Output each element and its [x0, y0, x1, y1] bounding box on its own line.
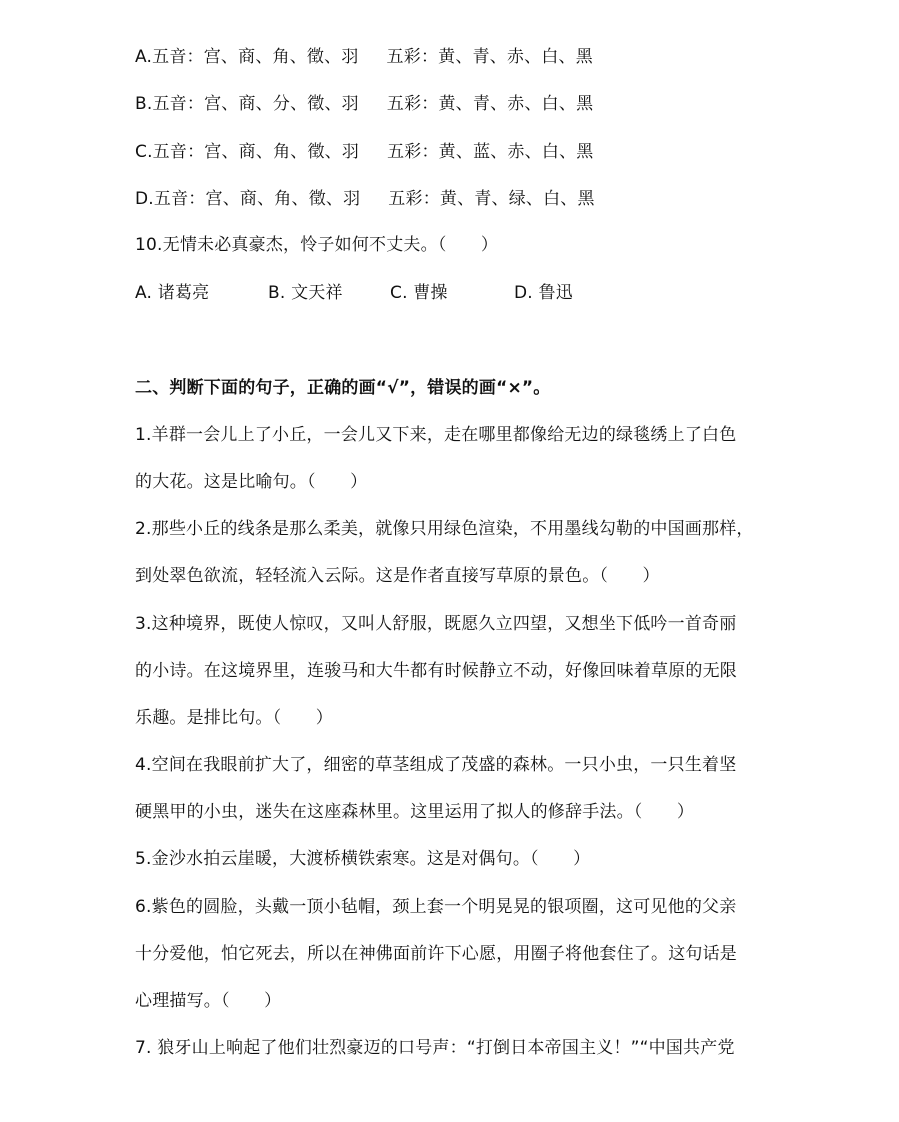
paragraph-line: 6.紫色的圆脸，头戴一顶小毡帽，颈上套一个明晃晃的银项圈，这可见他的父亲: [135, 897, 737, 917]
q10-option-a: A. 诸葛亮: [135, 283, 210, 303]
q9-option-b-colors: 五彩：黄、青、赤、白、黑: [386, 94, 594, 114]
paragraph-line: 十分爱他，怕它死去，所以在神佛面前许下心愿，用圈子将他套住了。这句话是: [135, 944, 737, 964]
q10-option-b: B. 文天祥: [268, 283, 343, 303]
paragraph-line: 到处翠色欲流，轻轻流入云际。这是作者直接写草原的景色。（ ）: [135, 566, 660, 586]
paragraph-line: 1.羊群一会儿上了小丘，一会儿又下来，走在哪里都像给无边的绿毯绣上了白色: [135, 425, 737, 445]
q9-option-c-colors: 五彩：黄、蓝、赤、白、黑: [387, 142, 594, 162]
q9-option-d: [135, 187, 595, 211]
q10-question: 10.无情未必真豪杰，怜子如何不丈夫。（ ）: [135, 235, 499, 255]
section-2-heading: 二、判断下面的句子，正确的画“√”，错误的画“×”。: [135, 378, 551, 398]
q9-option-a-tones: A.五音：宫、商、角、徵、羽: [135, 47, 359, 67]
q9-option-c-tones: C.五音：宫、商、角、徵、羽: [135, 142, 360, 162]
q10-option-c: C. 曹操: [390, 283, 448, 303]
q9-option-a: [135, 45, 593, 69]
paragraph-line: 5.金沙水拍云崖暖，大渡桥横铁索寒。这是对偶句。（ ）: [135, 849, 591, 869]
paragraph-line: 硬黑甲的小虫，迷失在这座森林里。这里运用了拟人的修辞手法。（ ）: [135, 802, 695, 822]
q9-option-d-tones: D.五音：宫、商、角、徵、羽: [135, 189, 361, 209]
paragraph-line: 心理描写。（ ）: [135, 991, 282, 1011]
paragraph-line: 的大花。这是比喻句。（ ）: [135, 472, 368, 492]
paragraph-line: 3.这种境界，既使人惊叹，又叫人舒服，既愿久立四望，又想坐下低吟一首奇丽: [135, 614, 737, 634]
paragraph-line: 2.那些小丘的线条是那么柔美，就像只用绿色渲染，不用墨线勾勒的中国画那样，: [135, 519, 754, 539]
paragraph-line: 乐趣。是排比句。（ ）: [135, 708, 333, 728]
paragraph-line: 7. 狼牙山上响起了他们壮烈豪迈的口号声：“打倒日本帝国主义！”“中国共产党: [135, 1038, 735, 1058]
q9-option-c: [135, 140, 593, 164]
q10-options: [135, 281, 573, 305]
q9-option-b-tones: B.五音：宫、商、分、徵、羽: [135, 94, 359, 114]
paragraph-line: 4.空间在我眼前扩大了，细密的草茎组成了茂盛的森林。一只小虫，一只生着坚: [135, 755, 737, 775]
q9-option-b: [135, 92, 593, 116]
paragraph-line: 的小诗。在这境界里，连骏马和大牛都有时候静立不动，好像回味着草原的无限: [135, 661, 737, 681]
q9-option-a-colors: 五彩：黄、青、赤、白、黑: [386, 47, 593, 67]
q10-option-d: D. 鲁迅: [514, 283, 573, 303]
q9-option-d-colors: 五彩：黄、青、绿、白、黑: [388, 189, 595, 209]
